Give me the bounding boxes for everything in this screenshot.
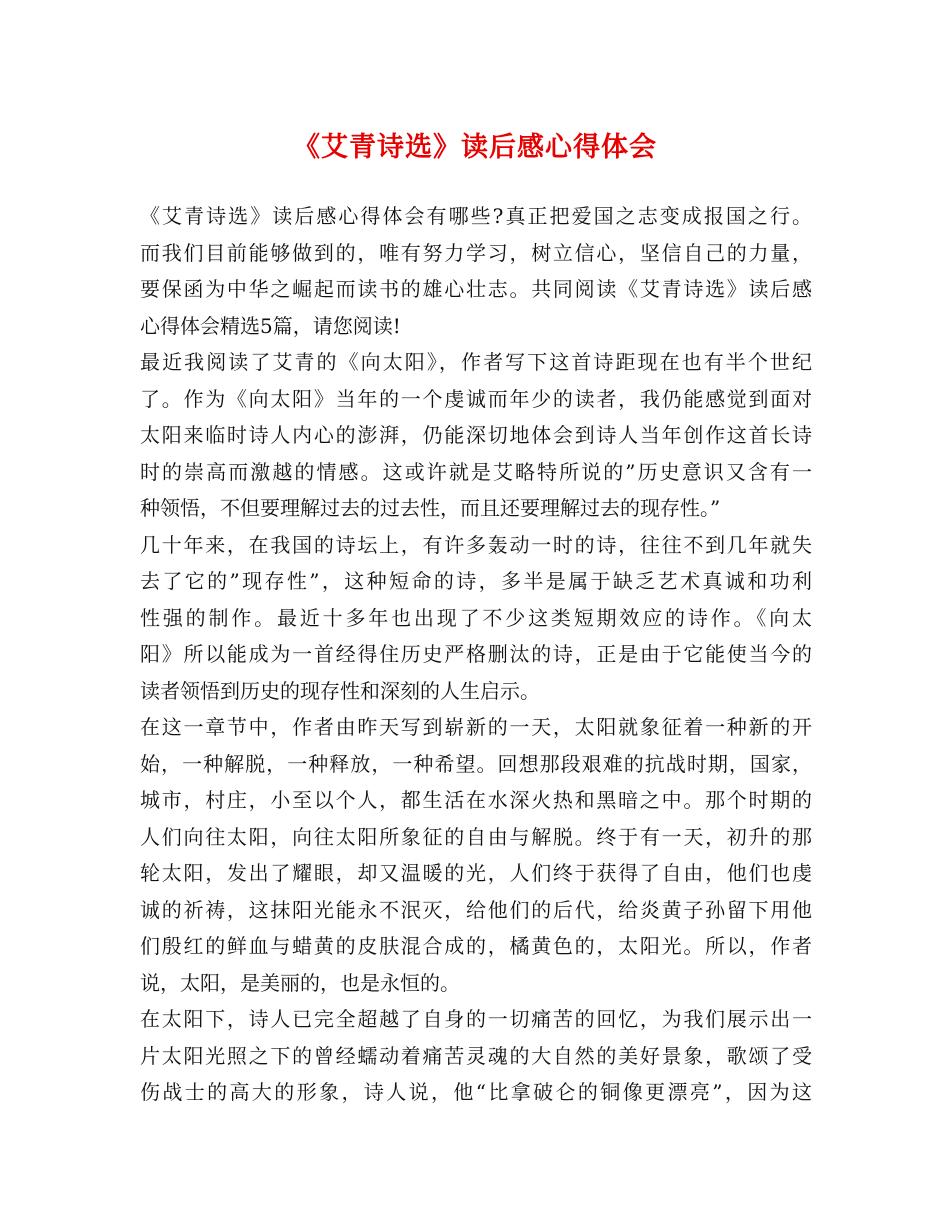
paragraph-line: 几十年来，在我国的诗坛上，有许多轰动一时的诗，往往不到几年就失 bbox=[140, 532, 812, 557]
paragraph-line: 心得体会精选5篇，请您阅读! bbox=[140, 313, 401, 338]
paragraph-line: 在太阳下，诗人已完全超越了自身的一切痛苦的回忆，为我们展示出一 bbox=[140, 1007, 812, 1031]
paragraph-line: 去了它的”现存性”，这种短命的诗，多半是属于缺乏艺术真诚和功利 bbox=[140, 569, 812, 593]
paragraph-line: 《艾青诗选》读后感心得体会有哪些?真正把爱国之志变成报国之行。 bbox=[140, 204, 812, 228]
paragraph-line: 种领悟，不但要理解过去的过去性，而且还要理解过去的现存性。” bbox=[140, 496, 721, 520]
paragraph-line: 诚的祈祷，这抹阳光能永不泯灭，给他们的后代，给炎黄子孙留下用他 bbox=[140, 897, 812, 922]
paragraph-line: 性强的制作。最近十多年也出现了不少这类短期效应的诗作。《向太 bbox=[140, 605, 812, 630]
paragraph-line: 了。作为《向太阳》当年的一个虔诚而年少的读者，我仍能感觉到面对 bbox=[140, 386, 812, 411]
paragraph-line: 片太阳光照之下的曾经蠕动着痛苦灵魂的大自然的美好景象，歌颂了受 bbox=[140, 1043, 812, 1068]
paragraph-line: 要保函为中华之崛起而读书的雄心壮志。共同阅读《艾青诗选》读后感 bbox=[140, 277, 812, 301]
paragraph-line: 们殷红的鲜血与蜡黄的皮肤混合成的，橘黄色的，太阳光。所以，作者 bbox=[140, 934, 812, 958]
paragraph-line: 最近我阅读了艾青的《向太阳》，作者写下这首诗距现在也有半个世纪 bbox=[140, 350, 812, 374]
paragraph bbox=[140, 198, 812, 344]
paragraph-line: 太阳来临时诗人内心的澎湃，仍能深切地体会到诗人当年创作这首长诗 bbox=[140, 423, 812, 447]
paragraph bbox=[140, 1001, 812, 1111]
paragraph-line: 而我们目前能够做到的，唯有努力学习，树立信心，坚信自己的力量， bbox=[140, 240, 812, 265]
paragraph-line: 轮太阳，发出了耀眼，却又温暖的光，人们终于获得了自由，他们也虔 bbox=[140, 861, 812, 885]
paragraph-line: 读者领悟到历史的现存性和深刻的人生启示。 bbox=[140, 678, 540, 703]
document-title: 《艾青诗选》读后感心得体会 bbox=[293, 132, 657, 163]
paragraph bbox=[140, 344, 812, 527]
paragraph-line: 阳》所以能成为一首经得住历史严格删汰的诗，正是由于它能使当今的 bbox=[140, 642, 812, 666]
paragraph bbox=[140, 709, 812, 1001]
paragraph-line: 伤战士的高大的形象，诗人说，他“比拿破仑的铜像更漂亮”，因为这 bbox=[140, 1080, 812, 1104]
paragraph-line: 在这一章节中，作者由昨天写到崭新的一天，太阳就象征着一种新的开 bbox=[140, 715, 812, 739]
paragraph-line: 城市，村庄，小至以个人，都生活在水深火热和黑暗之中。那个时期的 bbox=[140, 788, 812, 812]
paragraph-line: 说，太阳，是美丽的，也是永恒的。 bbox=[140, 970, 460, 995]
document-body bbox=[140, 198, 812, 1111]
paragraph-line: 人们向往太阳，向往太阳所象征的自由与解脱。终于有一天，初升的那 bbox=[140, 824, 812, 849]
paragraph-line: 始，一种解脱，一种释放，一种希望。回想那段艰难的抗战时期，国家， bbox=[140, 751, 812, 776]
paragraph bbox=[140, 527, 812, 710]
paragraph-line: 时的崇高而激越的情感。这或许就是艾略特所说的”历史意识又含有一 bbox=[140, 459, 812, 484]
